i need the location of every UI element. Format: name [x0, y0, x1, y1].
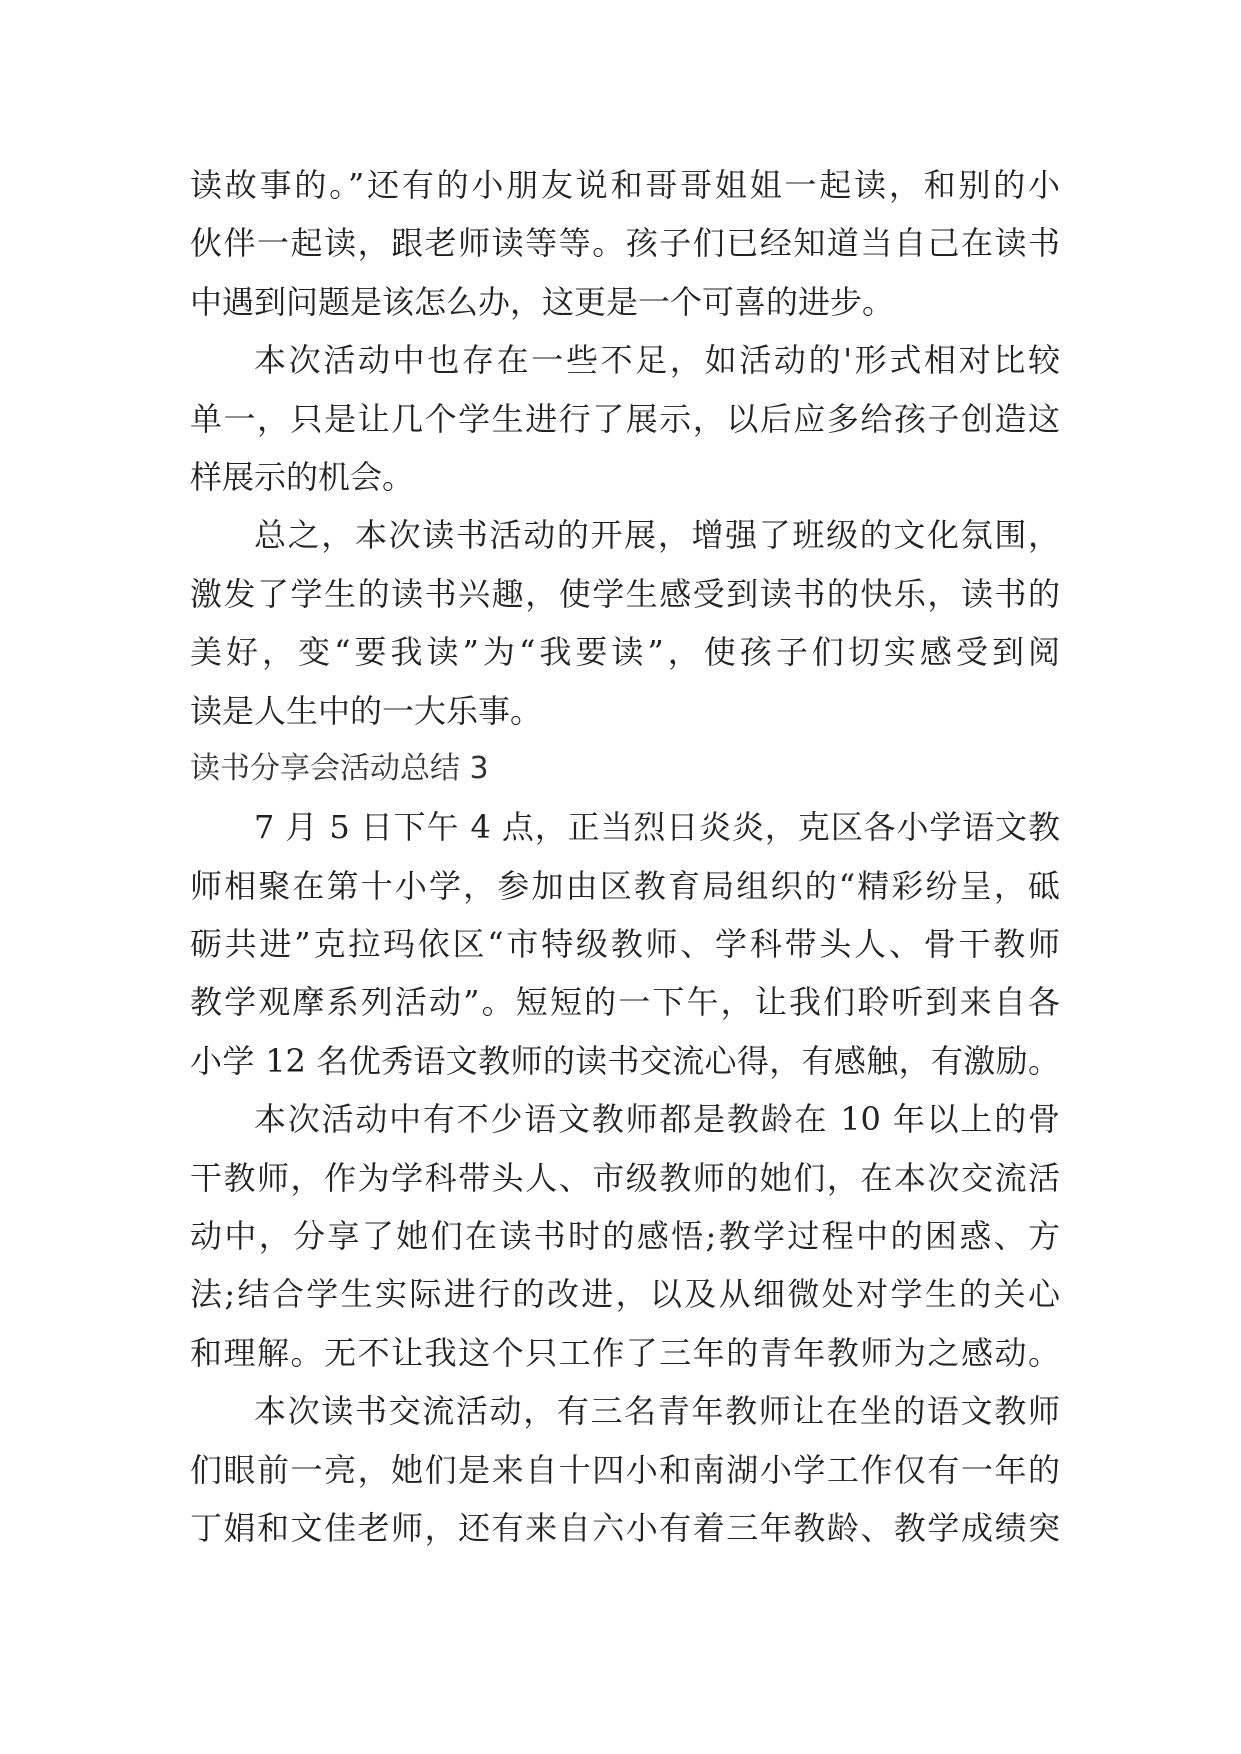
- document-body: [190, 156, 1060, 1557]
- paragraph: [190, 798, 1060, 1090]
- paragraph: [190, 156, 1060, 331]
- paragraph-line: 样展示的机会。: [190, 457, 415, 496]
- paragraph-line: 丁娟和文佳老师，还有来自六小有着三年教龄、教学成绩突: [190, 1508, 1060, 1547]
- paragraph: [190, 1382, 1060, 1557]
- paragraph-line: 总之，本次读书活动的开展，增强了班级的文化氛围，: [254, 516, 1060, 555]
- paragraph-line: 小学 12 名优秀语文教师的读书交流心得，有感触，有激励。: [190, 1041, 1060, 1080]
- paragraph-line: 读是人生中的一大乐事。: [190, 691, 543, 730]
- paragraph-line: 本次活动中也存在一些不足，如活动的'形式相对比较: [254, 341, 1060, 380]
- paragraph-line: 本次活动中有不少语文教师都是教龄在 10 年以上的骨: [254, 1100, 1060, 1139]
- paragraph-line: 法;结合学生实际进行的改进，以及从细微处对学生的关心: [190, 1275, 1060, 1314]
- paragraph-line: 干教师，作为学科带头人、市级教师的她们，在本次交流活: [190, 1158, 1060, 1197]
- paragraph: [190, 331, 1060, 506]
- paragraph-line: 师相聚在第十小学，参加由区教育局组织的“精彩纷呈，砥: [190, 866, 1060, 905]
- paragraph-line: 教学观摩系列活动”。短短的一下午，让我们聆听到来自各: [190, 983, 1060, 1022]
- paragraph-line: 单一，只是让几个学生进行了展示，以后应多给孩子创造这: [190, 399, 1060, 438]
- paragraph: [190, 506, 1060, 740]
- paragraph-line: 本次读书交流活动，有三名青年教师让在坐的语文教师: [254, 1392, 1060, 1431]
- section-heading: [190, 740, 1060, 798]
- paragraph-line: 7 月 5 日下午 4 点，正当烈日炎炎，克区各小学语文教: [254, 808, 1060, 847]
- paragraph-line: 读故事的。”还有的小朋友说和哥哥姐姐一起读，和别的小: [190, 166, 1060, 204]
- paragraph-line: 们眼前一亮，她们是来自十四小和南湖小学工作仅有一年的: [190, 1450, 1060, 1489]
- paragraph: [190, 1090, 1060, 1382]
- paragraph-line: 动中，分享了她们在读书时的感悟;教学过程中的困惑、方: [190, 1217, 1060, 1256]
- paragraph-line: 伙伴一起读，跟老师读等等。孩子们已经知道当自己在读书: [190, 224, 1060, 263]
- paragraph-line: 美好，变“要我读”为“我要读”，使孩子们切实感受到阅: [190, 633, 1060, 672]
- paragraph-line: 砺共进”克拉玛依区“市特级教师、学科带头人、骨干教师: [190, 925, 1060, 964]
- heading-text: 读书分享会活动总结 3: [190, 750, 489, 786]
- paragraph-line: 激发了学生的读书兴趣，使学生感受到读书的快乐，读书的: [190, 574, 1060, 613]
- paragraph-line: 和理解。无不让我这个只工作了三年的青年教师为之感动。: [190, 1333, 1060, 1372]
- paragraph-line: 中遇到问题是该怎么办，这更是一个可喜的进步。: [190, 282, 895, 321]
